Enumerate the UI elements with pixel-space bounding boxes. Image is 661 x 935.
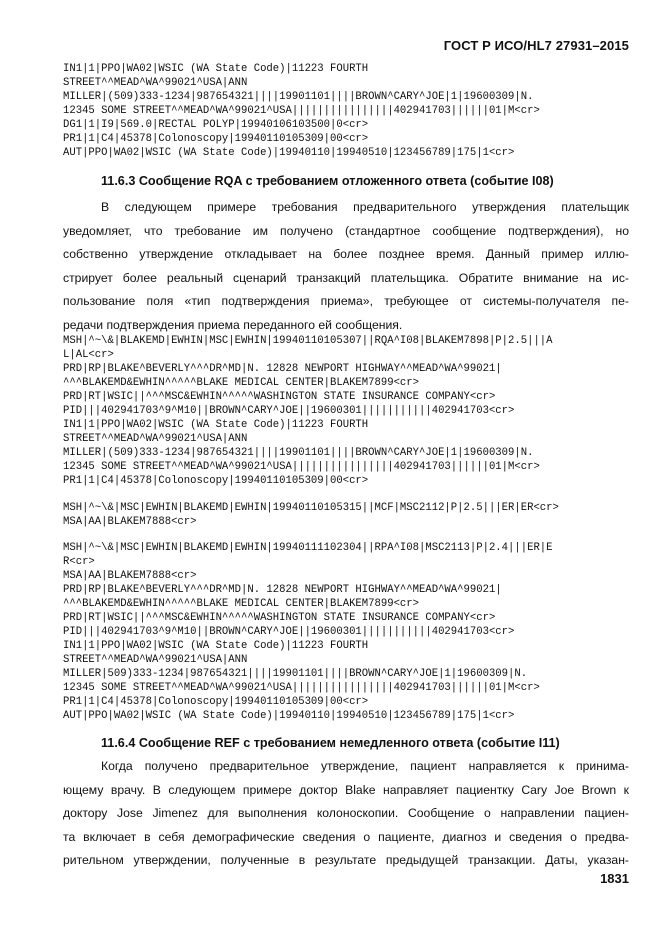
standard-header: ГОСТ Р ИСО/HL7 27931–2015 xyxy=(443,38,629,53)
paragraph-line: стрирует более реальный сценарий транзакций плательщика. Обратите внимание на ис- xyxy=(63,270,629,285)
paragraph-line: пользование поля «тип подтверждения приема», требующее от системы-получателя пе- xyxy=(63,294,629,309)
hl7-code-block-1: IN1|1|PPO|WA02|WSIC (WA State Code)|11223 FOURTH STREET^^MEAD^WA^99021^USA|ANN MILLER|(509)333-1234|987654321||||19901101||||BROWN^CARY^JOE|1|19600309|N. 12345 SOME STREET^^MEAD^WA^99021^USA||||||||||||||||402941703||||||01|M<cr> DG1|1|I9|569.0|RECTAL POLYP|19940106103500|0<cr> PR1|1|C4|45378|Colonoscopy|19940110105309|00<cr> AUT|PPO|WA02|WSIC (WA State Code)|19940110|19940510|123456789|175|1<cr> xyxy=(63,63,540,159)
paragraph-line: доктору Jose Jimenez для выполнения колоноскопии. Сообщение о направлении пациен- xyxy=(63,806,629,821)
hl7-code-block-4: MSH|^~\&|MSC|EWHIN|BLAKEMD|EWHIN|19940111102304||RPA^I08|MSC2113|P|2.4|||ER|E R<cr> MSA|AA|BLAKEM7888<cr> PRD|RP|BLAKE^BEVERLY^^^DR^MD|N. 12828 NEWPORT HIGHWAY^^MEAD^WA^99021| ^^^BLAKEMD&EWHIN^^^^^BLAKE MEDICAL CENTER|BLAKEM7899<cr> PRD|RT|WSIC||^^^MSC&EWHIN^^^^^WASHINGTON STATE INSURANCE COMPANY<cr> PID|||402941703^9^M10||BROWN^CARY^JOE||19600301|||||||||||402941703<cr> IN1|1|PPO|WA02|WSIC (WA State Code)|11223 FOURTH STREET^^MEAD^WA^99021^USA|ANN MILLER|509)333-1234|987654321||||19901101||||BROWN^CARY^JOE|1|19600309|N. 12345 SOME STREET^^MEAD^WA^99021^USA||||||||||||||||402941703||||||01|M<cr> PR1|1|C4|45378|Colonoscopy|19940110105309|00<cr> AUT|PPO|WA02|WSIC (WA State Code)|19940110|19940510|123456789|175|1<cr> xyxy=(63,542,553,722)
paragraph-line: ющему врачу. В следующем примере доктор Blake направляет пациентку Cary Joe Brown к xyxy=(63,782,629,797)
page-number: 1831 xyxy=(600,871,629,886)
paragraph-line: В следующем примере требования предварительного утверждения плательщик xyxy=(101,200,629,214)
paragraph-line: собственно утверждение откладывает на более позднее время. Данный пример иллю- xyxy=(63,247,629,262)
paragraph-ref-description xyxy=(63,755,629,873)
paragraph-line: редачи подтверждения приема переданного ей сообщения. xyxy=(63,317,403,332)
paragraph-line: рительном утверждении, полученные в результате предыдущей транзакции. Даты, указан- xyxy=(63,853,629,868)
paragraph-line: Когда получено предварительное утверждение, пациент направляется к принима- xyxy=(101,759,629,773)
paragraph-rqa-description xyxy=(63,196,629,338)
hl7-code-block-3: MSH|^~\&|MSC|EWHIN|BLAKEMD|EWHIN|19940110105315||MCF|MSC2112|P|2.5|||ER|ER<cr> MSA|AA|BLAKEM7888<cr> xyxy=(63,502,559,528)
paragraph-line: уведомляет, что требование им получено (стандартное сообщение подтверждения), но xyxy=(63,223,629,238)
hl7-code-block-2: MSH|^~\&|BLAKEMD|EWHIN|MSC|EWHIN|19940110105307||RQA^I08|BLAKEM7898|P|2.5|||A L|AL<cr> PRD|RP|BLAKE^BEVERLY^^^DR^MD|N. 12828 NEWPORT HIGHWAY^^MEAD^WA^99021| ^^^BLAKEMD&EWHIN^^^^^BLAKE MEDICAL CENTER|BLAKEM7899<cr> PRD|RT|WSIC||^^^MSC&EWHIN^^^^^WASHINGTON STATE INSURANCE COMPANY<cr> PID|||402941703^9^M10||BROWN^CARY^JOE||19600301|||||||||||402941703<cr> IN1|1|PPO|WA02|WSIC (WA State Code)|11223 FOURTH STREET^^MEAD^WA^99021^USA|ANN MILLER|(509)333-1234|987654321||||19901101||||BROWN^CARY^JOE|1|19600309|N. 12345 SOME STREET^^MEAD^WA^99021^USA||||||||||||||||402941703||||||01|M<cr> PR1|1|C4|45378|Colonoscopy|19940110105309|00<cr> xyxy=(63,335,553,487)
section-heading-11-6-3: 11.6.3 Сообщение RQA с требованием отложенного ответа (событие I08) xyxy=(101,174,554,188)
paragraph-line: та включает в себя демографические сведения о пациенте, диагноз и сведения о предва- xyxy=(63,829,629,844)
section-heading-11-6-4: 11.6.4 Сообщение REF с требованием немедленного ответа (событие I11) xyxy=(101,736,560,750)
